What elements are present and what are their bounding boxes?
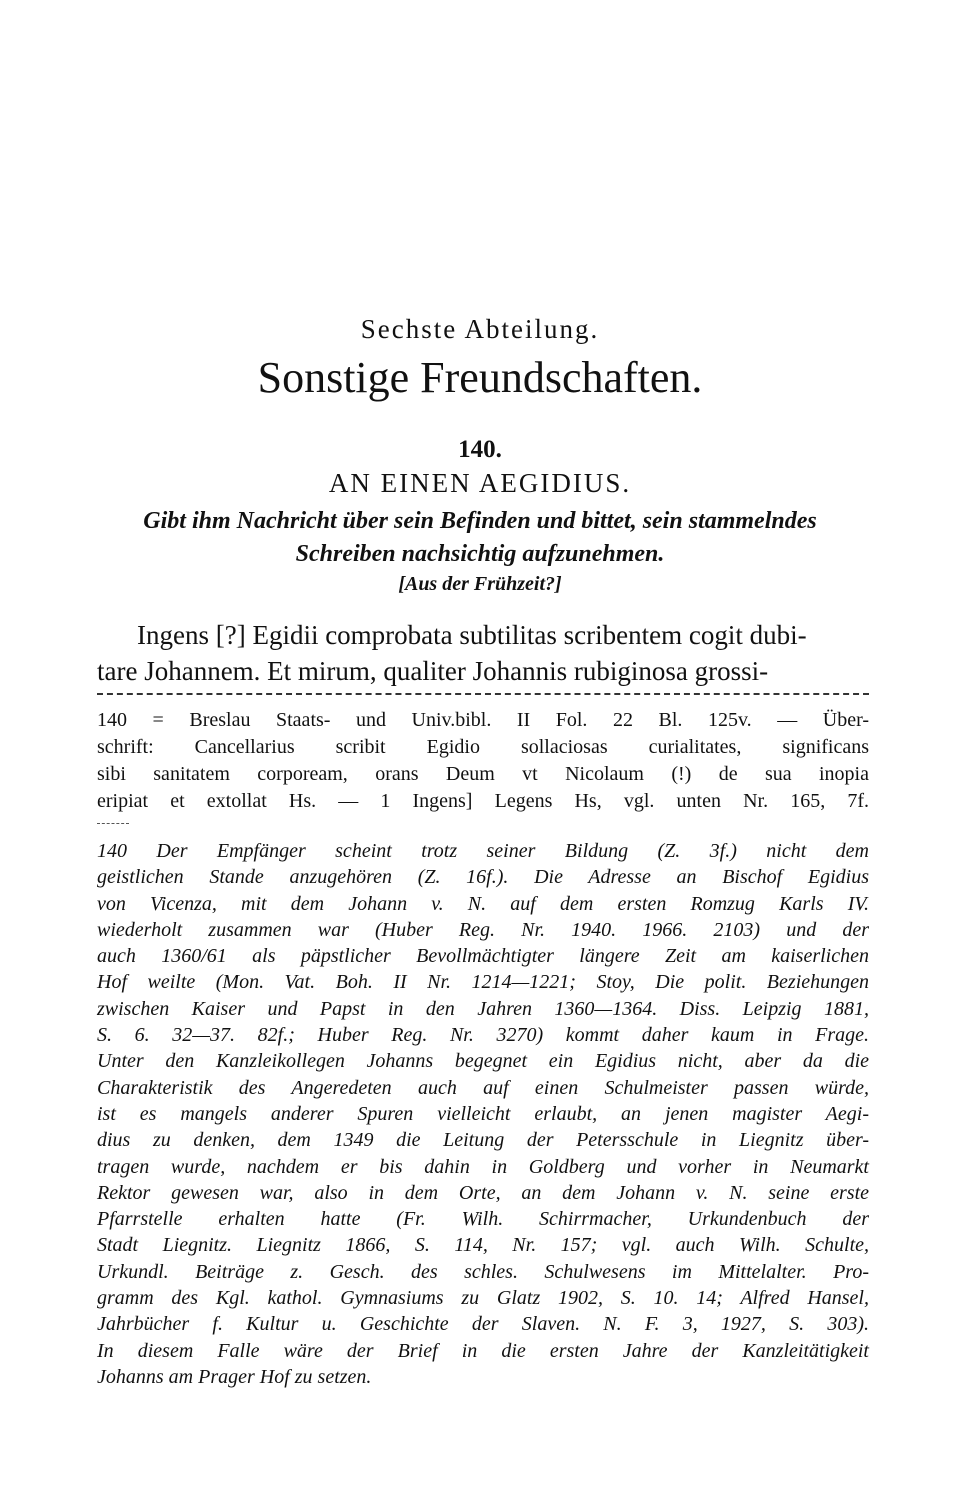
commentary-line: auch 1360/61 als päpstlicher Bevollmächtigter längere Zeit am kaiserlichen [97, 945, 869, 968]
letter-summary [90, 505, 870, 571]
letter-dating: [Aus der Frühzeit?] [398, 573, 562, 595]
commentary-line: 140 Der Empfänger scheint trotz seiner Bildung (Z. 3f.) nicht dem [97, 840, 869, 862]
commentary-divider [97, 823, 129, 824]
apparatus-line: 140 = Breslau Staats- und Univ.bibl. II Fol. 22 Bl. 125v. — Über- [97, 709, 869, 731]
commentary-line: dius zu denken, dem 1349 die Leitung der Petersschule in Liegnitz über- [97, 1129, 869, 1152]
commentary-line: tragen wurde, nachdem er bis dahin in Goldberg und vorher in Neumarkt [97, 1155, 869, 1178]
commentary-line: Unter den Kanzleikollegen Johanns begegnet ein Egidius nicht, aber da die [97, 1050, 869, 1073]
apparatus-divider [97, 693, 869, 695]
text-line: tare Johannem. Et mirum, qualiter Johannis rubiginosa grossi- [97, 656, 769, 686]
commentary-line: Charakteristik des Angeredeten auch auf einen Schulmeister passen würde, [97, 1076, 869, 1099]
commentary-line: Rektor gewesen war, also in dem Orte, an dem Johann v. N. seine erste [97, 1181, 869, 1204]
commentary-line: Urkundl. Beiträge z. Gesch. des schles. Schulwesens im Mittelalter. Pro- [97, 1260, 869, 1283]
commentary-line: Pfarrstelle erhalten hatte (Fr. Wilh. Schirrmacher, Urkundenbuch der [97, 1208, 869, 1231]
commentary-line: gramm des Kgl. kathol. Gymnasiums zu Glatz 1902, S. 10. 14; Alfred Hansel, [97, 1287, 869, 1310]
commentary [97, 838, 869, 1390]
commentary-line: Stadt Liegnitz. Liegnitz 1866, S. 114, Nr. 157; vgl. auch Wilh. Schulte, [97, 1234, 869, 1257]
apparatus-line: sibi sanitatem corpoream, orans Deum vt Nicolaum (!) de sua inopia [97, 763, 869, 785]
summary-line: Schreiben nachsichtig aufzunehmen. [295, 541, 665, 567]
commentary-line: In diesem Falle wäre der Brief in die ersten Jahre der Kanzleitätigkeit [97, 1339, 869, 1362]
main-title: Sonstige Freundschaften. [257, 353, 703, 402]
summary-line: Gibt ihm Nachricht über sein Befinden und bittet, sein stammelndes [143, 508, 817, 534]
letter-text [97, 617, 869, 689]
commentary-line: Hof weilte (Mon. Vat. Boh. II Nr. 1214—1221; Stoy, Die polit. Beziehungen [97, 971, 869, 994]
letter-addressee: AN EINEN AEGIDIUS. [328, 468, 632, 498]
critical-apparatus [97, 707, 869, 815]
commentary-line: Jahrbücher f. Kultur u. Geschichte der Slaven. N. F. 3, 1927, S. 303). [97, 1313, 869, 1336]
apparatus-line: schrift: Cancellarius scribit Egidio sollaciosas curialitates, significans [97, 736, 869, 758]
commentary-line: von Vicenza, mit dem Johann v. N. auf dem ersten Romzug Karls IV. [97, 892, 869, 915]
letter-number: 140. [458, 436, 502, 463]
section-heading: Sechste Abteilung. [360, 314, 600, 344]
apparatus-line: eripiat et extollat Hs. — 1 Ingens] Legens Hs, vgl. unten Nr. 165, 7f. [97, 790, 869, 812]
commentary-line: zwischen Kaiser und Papst in den Jahren 1360—1364. Diss. Leipzig 1881, [97, 997, 869, 1020]
commentary-line: Johanns am Prager Hof zu setzen. [97, 1365, 372, 1388]
commentary-line: wiederholt zusammen war (Huber Reg. Nr. 1940. 1966. 2103) und der [97, 918, 869, 941]
text-line: Ingens [?] Egidii comprobata subtilitas scribentem cogit dubi- [137, 620, 807, 650]
commentary-line: ist es mangels anderer Spuren vielleicht erlaubt, an jenen magister Aegi- [97, 1102, 869, 1125]
commentary-line: S. 6. 32—37. 82f.; Huber Reg. Nr. 3270) kommt daher kaum in Frage. [97, 1024, 869, 1047]
commentary-line: geistlichen Stande anzugehören (Z. 16f.). Die Adresse an Bischof Egidius [97, 866, 869, 889]
